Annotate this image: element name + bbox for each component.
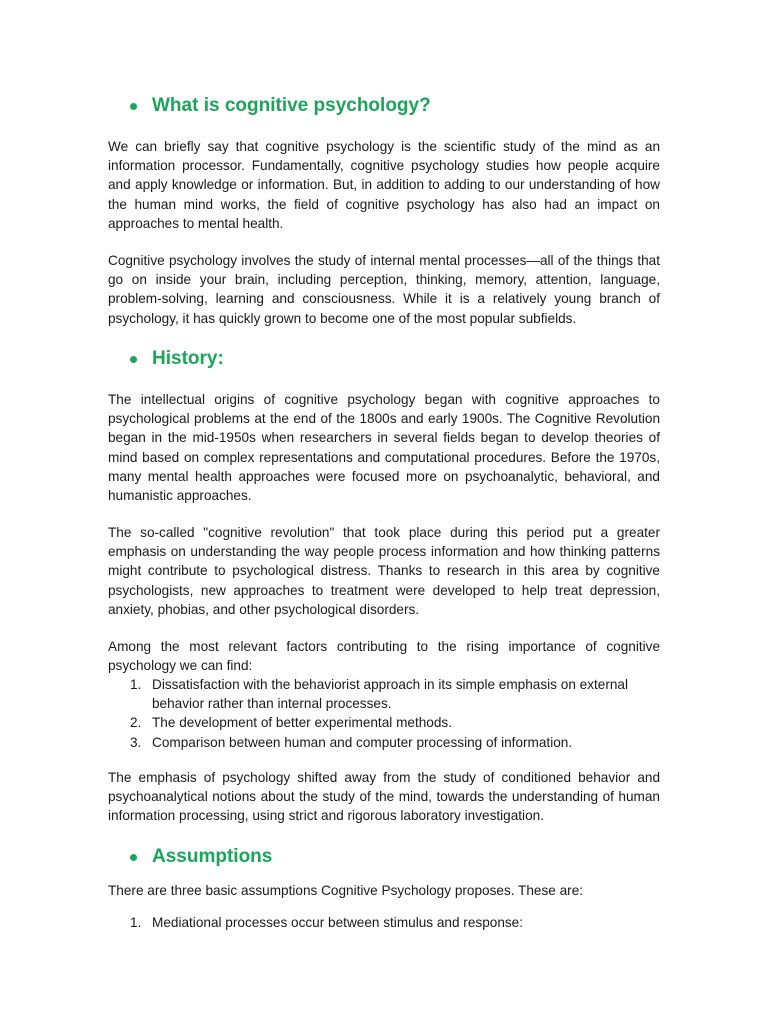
list-number: 1.: [130, 677, 142, 692]
list-item: [108, 713, 660, 732]
paragraph-what-is-1: We can briefly say that cognitive psychology is the scientific study of the mind as an information processor. Fundamentally, cognitive psychology studies how people acquire and apply knowledge or information. But, in addition to adding to our understanding of how the human mind works, the field of cognitive psychology has also had an impact on approaches to mental health.: [108, 139, 660, 231]
heading-history: [108, 347, 224, 371]
heading-assumptions: [108, 845, 272, 869]
list-number: 2.: [130, 715, 142, 731]
bullet-icon: [130, 356, 137, 363]
bullet-icon: [130, 854, 137, 861]
bullet-icon: [130, 103, 137, 110]
paragraph-history-1: The intellectual origins of cognitive psychology began with cognitive approaches to psychological problems at the end of the 1800s and early 1900s. The Cognitive Revolution began in the mid-1950s when researchers in several fields began to develop theories of mind based on complex representations and computational procedures. Before the 1970s, many mental health approaches were focused more on psychoanalytic, behavioral, and humanistic approaches.: [108, 392, 660, 504]
list-item: [108, 675, 660, 713]
heading-text: Assumptions: [152, 846, 273, 867]
heading-text: History:: [152, 348, 224, 369]
list-item: [108, 733, 660, 752]
list-item-text: Dissatisfaction with the behaviorist approach in its simple emphasis on external behavior rather than internal processes.: [152, 677, 629, 712]
list-item-text: Comparison between human and computer processing of information.: [152, 734, 573, 750]
heading-what-is: [108, 94, 431, 118]
list-number: 3.: [130, 734, 142, 750]
paragraph-history-3: Among the most relevant factors contributing to the rising importance of cognitive psychology we can find:: [108, 639, 660, 674]
list-item: [108, 913, 660, 932]
list-item-text: Mediational processes occur between stimulus and response:: [152, 915, 524, 930]
paragraph-history-2: The so-called "cognitive revolution" that took place during this period put a greater emphasis on understanding the way people process information and how thinking patterns might contribute to psychological distress. Thanks to research in this area by cognitive psychologists, new approaches to treatment were developed to help treat depression, anxiety, phobias, and other psychological disorders.: [108, 525, 660, 617]
list-number: 1.: [130, 915, 142, 930]
list-item-text: The development of better experimental methods.: [152, 715, 452, 731]
heading-text: What is cognitive psychology?: [152, 95, 431, 116]
paragraph-what-is-2: Cognitive psychology involves the study of internal mental processes—all of the things that go on inside your brain, including perception, thinking, memory, attention, language, problem-solving, learning and consciousness. While it is a relatively young branch of psychology, it has quickly grown to become one of the most popular subfields.: [108, 253, 660, 326]
factors-list: [108, 675, 660, 752]
paragraph-history-4: The emphasis of psychology shifted away from the study of conditioned behavior and psychoanalytical notions about the study of the mind, towards the understanding of human information processing, using strict and rigorous laboratory investigation.: [108, 770, 660, 824]
paragraph-assumptions-1: There are three basic assumptions Cognitive Psychology proposes. These are:: [108, 883, 584, 898]
assumptions-list: [108, 913, 660, 932]
